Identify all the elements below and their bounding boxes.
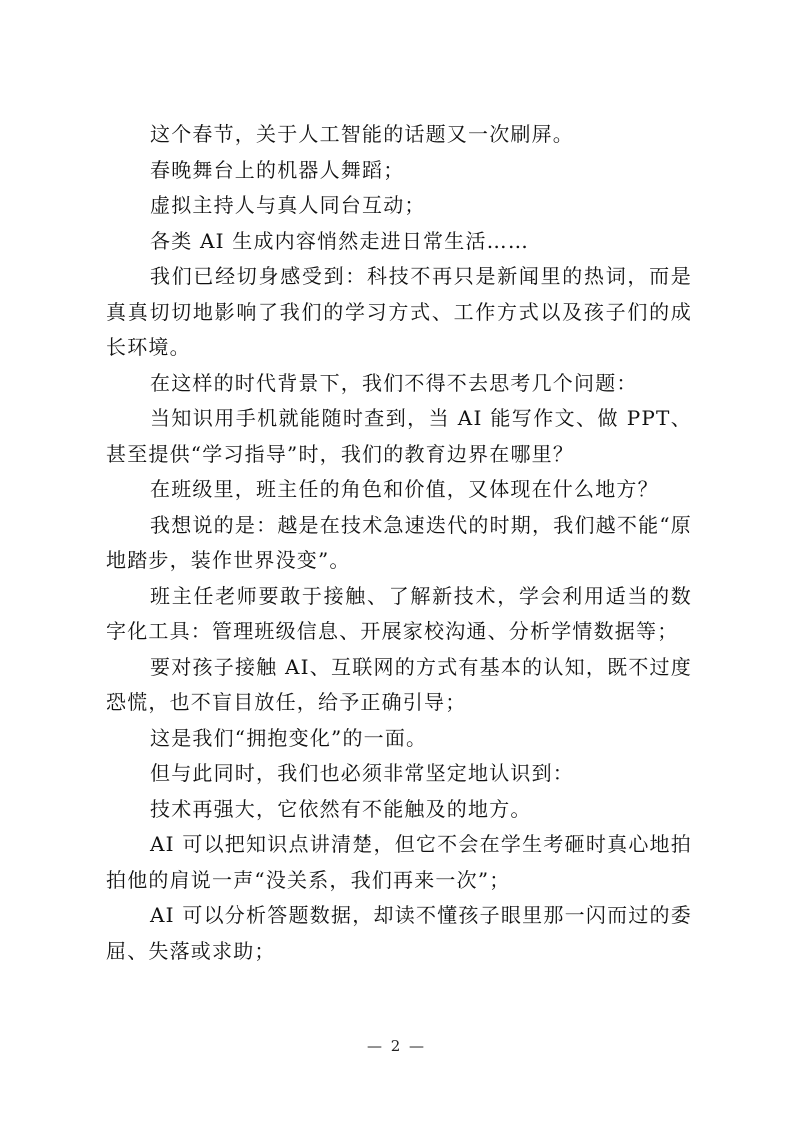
paragraph-3: 虚拟主持人与真人同台互动； bbox=[150, 193, 426, 217]
paragraph-1: 这个春节，关于人工智能的话题又一次刷屏。 bbox=[150, 122, 574, 146]
paragraph-2: 春晚舞台上的机器人舞蹈； bbox=[150, 157, 405, 182]
paragraph-16: AI 可以分析答题数据，却读不懂孩子眼里那一闪而过的委屈、失落或求助； bbox=[106, 903, 692, 963]
paragraph-13: 但与此同时，我们也必须非常坚定地认识到： bbox=[150, 761, 574, 785]
paragraph-10: 班主任老师要敢于接触、了解新技术，学会利用适当的数字化工具：管理班级信息、开展家校沟通、分析学情数据等； bbox=[106, 583, 692, 643]
paragraph-15: AI 可以把知识点讲清楚，但它不会在学生考砸时真心地拍拍他的肩说一声“没关系，我们再来一次”； bbox=[106, 832, 692, 892]
paragraph-7: 当知识用手机就能随时查到，当 AI 能写作文、做 PPT、甚至提供“学习指导”时，我们的教育边界在哪里？ bbox=[106, 406, 692, 466]
paragraph-14: 技术再强大，它依然有不能触及的地方。 bbox=[150, 796, 532, 821]
paragraph-12: 这是我们“拥抱变化”的一面。 bbox=[150, 725, 428, 750]
paragraph-4: 各类 AI 生成内容悄然走进日常生活…… bbox=[150, 228, 530, 253]
paragraph-9: 我想说的是：越是在技术急速迭代的时期，我们越不能“原地踏步，装作世界没变”。 bbox=[106, 512, 692, 572]
document-body bbox=[106, 117, 692, 969]
page-number: — 2 — bbox=[366, 1037, 427, 1055]
paragraph-5: 我们已经切身感受到：科技不再只是新闻里的热词，而是真真切切地影响了我们的学习方式、工作方式以及孩子们的成长环境。 bbox=[106, 264, 692, 359]
paragraph-8: 在班级里，班主任的角色和价值，又体现在什么地方？ bbox=[150, 477, 659, 501]
paragraph-11: 要对孩子接触 AI、互联网的方式有基本的认知，既不过度恐慌，也不盲目放任，给予正确引导； bbox=[106, 654, 692, 714]
paragraph-6: 在这样的时代背景下，我们不得不去思考几个问题： bbox=[150, 370, 638, 395]
